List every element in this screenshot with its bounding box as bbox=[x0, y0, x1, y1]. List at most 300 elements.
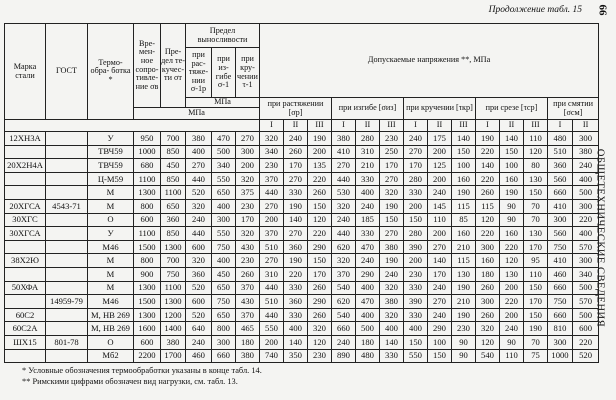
value-cell: 270 bbox=[284, 172, 308, 186]
value-cell: 350 bbox=[284, 349, 308, 363]
value-cell: 220 bbox=[476, 172, 500, 186]
value-cell: 290 bbox=[308, 240, 332, 254]
value-cell: 260 bbox=[476, 281, 500, 295]
value-cell: 440 bbox=[260, 186, 284, 200]
value-cell: 120 bbox=[308, 213, 332, 227]
value-cell: 370 bbox=[332, 267, 356, 281]
value-cell: 320 bbox=[476, 322, 500, 336]
value-cell: 300 bbox=[476, 240, 500, 254]
value-cell: 810 bbox=[548, 322, 573, 336]
value-cell: 120 bbox=[308, 335, 332, 349]
value-cell: 170 bbox=[524, 240, 548, 254]
value-cell: 450 bbox=[161, 159, 186, 173]
value-cell: 1400 bbox=[161, 322, 186, 336]
value-cell: 200 bbox=[428, 227, 452, 241]
value-cell: 2200 bbox=[134, 349, 161, 363]
value-cell: 300 bbox=[573, 199, 599, 213]
value-cell: 520 bbox=[573, 349, 599, 363]
value-cell: 150 bbox=[380, 213, 404, 227]
value-cell: 260 bbox=[308, 308, 332, 322]
value-cell: 310 bbox=[260, 267, 284, 281]
value-cell: 465 bbox=[236, 322, 260, 336]
value-cell: 140 bbox=[500, 132, 524, 146]
gost-cell bbox=[46, 254, 88, 268]
value-cell: 550 bbox=[404, 349, 428, 363]
value-cell: 160 bbox=[452, 227, 476, 241]
value-cell: 500 bbox=[212, 145, 236, 159]
value-cell: 200 bbox=[428, 145, 452, 159]
value-cell: 260 bbox=[476, 308, 500, 322]
value-cell: 120 bbox=[476, 335, 500, 349]
treatment-cell: М bbox=[88, 267, 134, 281]
grade-cell: 30ХГСА bbox=[5, 227, 46, 241]
value-cell: 360 bbox=[186, 267, 212, 281]
load-type: III bbox=[380, 120, 404, 132]
gost-cell bbox=[46, 159, 88, 173]
table-row bbox=[5, 240, 599, 254]
value-cell: 270 bbox=[284, 227, 308, 241]
load-type: I bbox=[404, 120, 428, 132]
value-cell: 320 bbox=[380, 308, 404, 322]
value-cell: 400 bbox=[573, 227, 599, 241]
header-end-torsion: при кру- чении τ-1 bbox=[236, 48, 260, 98]
value-cell: 90 bbox=[500, 199, 524, 213]
value-cell: 320 bbox=[186, 199, 212, 213]
value-cell: 200 bbox=[260, 213, 284, 227]
value-cell: 320 bbox=[380, 281, 404, 295]
value-cell: 660 bbox=[212, 349, 236, 363]
value-cell: 140 bbox=[380, 335, 404, 349]
steel-properties-table bbox=[4, 23, 599, 363]
value-cell: 240 bbox=[356, 199, 380, 213]
table-row bbox=[5, 322, 599, 336]
value-cell: 150 bbox=[404, 213, 428, 227]
value-cell: 950 bbox=[134, 132, 161, 146]
value-cell: 1100 bbox=[134, 172, 161, 186]
footnote: ** Римскими цифрами обозначен вид нагрузки, см. табл. 13. bbox=[22, 376, 238, 386]
header-torsion: при кручении [τкр] bbox=[404, 98, 476, 120]
value-cell: 280 bbox=[404, 227, 428, 241]
value-cell: 700 bbox=[161, 254, 186, 268]
value-cell: 190 bbox=[452, 186, 476, 200]
value-cell: 600 bbox=[573, 322, 599, 336]
load-type: I bbox=[476, 120, 500, 132]
value-cell: 150 bbox=[452, 145, 476, 159]
value-cell: 520 bbox=[186, 308, 212, 322]
value-cell: 320 bbox=[186, 254, 212, 268]
value-cell: 230 bbox=[236, 254, 260, 268]
value-cell: 380 bbox=[380, 240, 404, 254]
value-cell: 1000 bbox=[548, 349, 573, 363]
value-cell: 200 bbox=[404, 254, 428, 268]
value-cell: 140 bbox=[476, 159, 500, 173]
table-row bbox=[5, 172, 599, 186]
value-cell: 500 bbox=[356, 322, 380, 336]
value-cell: 460 bbox=[186, 349, 212, 363]
value-cell: 470 bbox=[212, 132, 236, 146]
value-cell: 375 bbox=[236, 186, 260, 200]
value-cell: 500 bbox=[573, 308, 599, 322]
value-cell: 400 bbox=[356, 281, 380, 295]
value-cell: 440 bbox=[260, 308, 284, 322]
value-cell: 520 bbox=[186, 186, 212, 200]
value-cell: 120 bbox=[500, 254, 524, 268]
value-cell: 230 bbox=[404, 267, 428, 281]
grade-cell: 38Х2Ю bbox=[5, 254, 46, 268]
value-cell: 220 bbox=[308, 227, 332, 241]
value-cell: 360 bbox=[161, 213, 186, 227]
value-cell: 300 bbox=[573, 254, 599, 268]
gost-cell: 801-78 bbox=[46, 335, 88, 349]
value-cell: 145 bbox=[428, 199, 452, 213]
value-cell: 70 bbox=[524, 213, 548, 227]
value-cell: 270 bbox=[380, 172, 404, 186]
value-cell: 370 bbox=[260, 172, 284, 186]
value-cell: 300 bbox=[548, 213, 573, 227]
value-cell: 230 bbox=[380, 132, 404, 146]
table-row bbox=[5, 199, 599, 213]
value-cell: 185 bbox=[356, 213, 380, 227]
value-cell: 190 bbox=[380, 199, 404, 213]
value-cell: 570 bbox=[573, 240, 599, 254]
value-cell: 290 bbox=[428, 322, 452, 336]
value-cell: 510 bbox=[260, 295, 284, 309]
value-cell: 240 bbox=[404, 132, 428, 146]
value-cell: 230 bbox=[308, 349, 332, 363]
load-type: II bbox=[500, 120, 524, 132]
value-cell: 160 bbox=[500, 172, 524, 186]
value-cell: 370 bbox=[236, 281, 260, 295]
value-cell: 440 bbox=[186, 172, 212, 186]
value-cell: 620 bbox=[332, 295, 356, 309]
header-crush: при смятии [σсм] bbox=[548, 98, 599, 120]
header-unit: МПа bbox=[186, 98, 260, 108]
value-cell: 170 bbox=[404, 159, 428, 173]
value-cell: 170 bbox=[284, 159, 308, 173]
header-end-tension: при рас- тяже- нии σ-1р bbox=[186, 48, 212, 98]
value-cell: 330 bbox=[356, 227, 380, 241]
table-row bbox=[5, 254, 599, 268]
treatment-cell: Ц-М59 bbox=[88, 172, 134, 186]
table-row bbox=[5, 145, 599, 159]
header-sigma-t: Пре- дел те- кучес- ти σт bbox=[161, 24, 186, 108]
value-cell: 270 bbox=[404, 145, 428, 159]
value-cell: 270 bbox=[260, 254, 284, 268]
value-cell: 100 bbox=[428, 335, 452, 349]
value-cell: 230 bbox=[260, 159, 284, 173]
value-cell: 70 bbox=[524, 335, 548, 349]
value-cell: 650 bbox=[212, 186, 236, 200]
value-cell: 510 bbox=[260, 240, 284, 254]
value-cell: 1500 bbox=[134, 295, 161, 309]
value-cell: 380 bbox=[186, 132, 212, 146]
value-cell: 290 bbox=[356, 267, 380, 281]
value-cell: 340 bbox=[573, 267, 599, 281]
load-type-spacer bbox=[5, 120, 260, 132]
value-cell: 500 bbox=[573, 281, 599, 295]
value-cell: 660 bbox=[548, 281, 573, 295]
value-cell: 390 bbox=[404, 295, 428, 309]
value-cell: 220 bbox=[476, 227, 500, 241]
value-cell: 180 bbox=[476, 267, 500, 281]
header-grade: Марка стали bbox=[5, 24, 46, 120]
value-cell: 400 bbox=[356, 186, 380, 200]
value-cell: 90 bbox=[452, 335, 476, 349]
value-cell: 300 bbox=[548, 335, 573, 349]
gost-cell bbox=[46, 172, 88, 186]
value-cell: 100 bbox=[452, 159, 476, 173]
value-cell: 430 bbox=[236, 240, 260, 254]
gost-cell bbox=[46, 349, 88, 363]
value-cell: 480 bbox=[356, 349, 380, 363]
value-cell: 200 bbox=[404, 199, 428, 213]
value-cell: 660 bbox=[548, 308, 573, 322]
value-cell: 1500 bbox=[134, 240, 161, 254]
value-cell: 300 bbox=[212, 335, 236, 349]
value-cell: 1700 bbox=[161, 349, 186, 363]
value-cell: 120 bbox=[476, 213, 500, 227]
table-row bbox=[5, 295, 599, 309]
load-type-row bbox=[5, 120, 599, 132]
header-allowable: Допускаемые напряжения **, МПа bbox=[260, 24, 599, 98]
value-cell: 240 bbox=[186, 335, 212, 349]
value-cell: 1200 bbox=[161, 308, 186, 322]
value-cell: 210 bbox=[452, 240, 476, 254]
value-cell: 110 bbox=[524, 132, 548, 146]
value-cell: 520 bbox=[186, 281, 212, 295]
value-cell: 130 bbox=[500, 267, 524, 281]
value-cell: 680 bbox=[134, 159, 161, 173]
value-cell: 360 bbox=[548, 159, 573, 173]
value-cell: 240 bbox=[573, 159, 599, 173]
value-cell: 320 bbox=[380, 186, 404, 200]
value-cell: 600 bbox=[186, 240, 212, 254]
value-cell: 640 bbox=[186, 322, 212, 336]
value-cell: 300 bbox=[236, 145, 260, 159]
value-cell: 330 bbox=[404, 308, 428, 322]
value-cell: 240 bbox=[428, 281, 452, 295]
value-cell: 320 bbox=[308, 322, 332, 336]
value-cell: 240 bbox=[428, 308, 452, 322]
grade-cell bbox=[5, 295, 46, 309]
gost-cell: 14959-79 bbox=[46, 295, 88, 309]
value-cell: 330 bbox=[404, 186, 428, 200]
load-type: III bbox=[452, 120, 476, 132]
value-cell: 120 bbox=[524, 145, 548, 159]
footnotes bbox=[22, 366, 262, 387]
value-cell: 650 bbox=[212, 281, 236, 295]
value-cell: 440 bbox=[186, 227, 212, 241]
value-cell: 800 bbox=[134, 254, 161, 268]
gost-cell bbox=[46, 227, 88, 241]
value-cell: 1100 bbox=[134, 227, 161, 241]
value-cell: 240 bbox=[284, 132, 308, 146]
value-cell: 1100 bbox=[161, 281, 186, 295]
value-cell: 440 bbox=[332, 227, 356, 241]
value-cell: 150 bbox=[524, 281, 548, 295]
value-cell: 200 bbox=[500, 308, 524, 322]
table-row bbox=[5, 213, 599, 227]
value-cell: 330 bbox=[380, 349, 404, 363]
value-cell: 400 bbox=[212, 199, 236, 213]
value-cell: 380 bbox=[161, 335, 186, 349]
value-cell: 260 bbox=[284, 145, 308, 159]
value-cell: 260 bbox=[236, 267, 260, 281]
value-cell: 220 bbox=[500, 240, 524, 254]
table-row bbox=[5, 349, 599, 363]
value-cell: 190 bbox=[524, 322, 548, 336]
value-cell: 170 bbox=[428, 267, 452, 281]
value-cell: 150 bbox=[308, 254, 332, 268]
treatment-cell: М46 bbox=[88, 240, 134, 254]
value-cell: 230 bbox=[236, 199, 260, 213]
value-cell: 130 bbox=[452, 267, 476, 281]
table-row bbox=[5, 308, 599, 322]
treatment-cell: М bbox=[88, 281, 134, 295]
value-cell: 160 bbox=[476, 254, 500, 268]
value-cell: 300 bbox=[573, 132, 599, 146]
value-cell: 360 bbox=[284, 240, 308, 254]
gost-cell bbox=[46, 132, 88, 146]
value-cell: 330 bbox=[284, 186, 308, 200]
gost-cell bbox=[46, 267, 88, 281]
value-cell: 1100 bbox=[161, 186, 186, 200]
value-cell: 90 bbox=[500, 213, 524, 227]
value-cell: 800 bbox=[212, 322, 236, 336]
value-cell: 700 bbox=[161, 132, 186, 146]
side-title-text: ОБЩЕТЕХНИЧЕСКИЕ СВЕДЕНИЯ bbox=[594, 148, 606, 328]
treatment-cell: М bbox=[88, 254, 134, 268]
header-tension: при растяжении [σр] bbox=[260, 98, 332, 120]
table-row bbox=[5, 267, 599, 281]
load-type: I bbox=[332, 120, 356, 132]
value-cell: 900 bbox=[134, 267, 161, 281]
value-cell: 240 bbox=[332, 213, 356, 227]
value-cell: 100 bbox=[500, 159, 524, 173]
value-cell: 560 bbox=[548, 172, 573, 186]
load-type: II bbox=[428, 120, 452, 132]
grade-cell bbox=[5, 267, 46, 281]
running-head: Продолжение табл. 15 bbox=[488, 5, 582, 15]
header-end-bend: при из- гибе σ-1 bbox=[212, 48, 236, 98]
value-cell: 220 bbox=[308, 172, 332, 186]
value-cell: 190 bbox=[452, 308, 476, 322]
value-cell: 190 bbox=[284, 199, 308, 213]
value-cell: 410 bbox=[548, 254, 573, 268]
value-cell: 1300 bbox=[134, 308, 161, 322]
value-cell: 750 bbox=[161, 267, 186, 281]
value-cell: 190 bbox=[476, 132, 500, 146]
grade-cell bbox=[5, 145, 46, 159]
value-cell: 570 bbox=[573, 295, 599, 309]
value-cell: 530 bbox=[332, 186, 356, 200]
value-cell: 200 bbox=[236, 159, 260, 173]
header-shear: при срезе [τср] bbox=[476, 98, 548, 120]
value-cell: 260 bbox=[308, 186, 332, 200]
load-type: III bbox=[524, 120, 548, 132]
value-cell: 240 bbox=[186, 213, 212, 227]
value-cell: 600 bbox=[186, 295, 212, 309]
grade-cell: 50ХФА bbox=[5, 281, 46, 295]
value-cell: 600 bbox=[134, 335, 161, 349]
value-cell: 330 bbox=[356, 172, 380, 186]
table-row bbox=[5, 335, 599, 349]
value-cell: 1300 bbox=[161, 295, 186, 309]
value-cell: 440 bbox=[260, 281, 284, 295]
value-cell: 170 bbox=[524, 295, 548, 309]
value-cell: 550 bbox=[212, 172, 236, 186]
value-cell: 850 bbox=[161, 145, 186, 159]
value-cell: 340 bbox=[260, 145, 284, 159]
value-cell: 850 bbox=[161, 172, 186, 186]
gost-cell bbox=[46, 322, 88, 336]
value-cell: 750 bbox=[212, 240, 236, 254]
gost-cell: 4543-71 bbox=[46, 199, 88, 213]
value-cell: 750 bbox=[548, 295, 573, 309]
load-type: I bbox=[260, 120, 284, 132]
value-cell: 220 bbox=[573, 213, 599, 227]
grade-cell: 20Х2Н4А bbox=[5, 159, 46, 173]
value-cell: 330 bbox=[404, 281, 428, 295]
value-cell: 125 bbox=[428, 159, 452, 173]
load-type: II bbox=[284, 120, 308, 132]
value-cell: 270 bbox=[260, 199, 284, 213]
value-cell: 160 bbox=[500, 227, 524, 241]
value-cell: 210 bbox=[452, 295, 476, 309]
value-cell: 115 bbox=[452, 199, 476, 213]
value-cell: 320 bbox=[236, 227, 260, 241]
value-cell: 115 bbox=[476, 199, 500, 213]
value-cell: 410 bbox=[548, 199, 573, 213]
value-cell: 340 bbox=[212, 159, 236, 173]
value-cell: 270 bbox=[428, 295, 452, 309]
value-cell: 1000 bbox=[134, 145, 161, 159]
value-cell: 800 bbox=[134, 199, 161, 213]
value-cell: 600 bbox=[134, 213, 161, 227]
value-cell: 110 bbox=[524, 267, 548, 281]
value-cell: 190 bbox=[452, 281, 476, 295]
value-cell: 550 bbox=[212, 227, 236, 241]
value-cell: 95 bbox=[524, 254, 548, 268]
value-cell: 190 bbox=[500, 186, 524, 200]
value-cell: 75 bbox=[524, 349, 548, 363]
gost-cell bbox=[46, 240, 88, 254]
grade-cell bbox=[5, 172, 46, 186]
value-cell: 330 bbox=[284, 281, 308, 295]
value-cell: 190 bbox=[284, 254, 308, 268]
value-cell: 890 bbox=[332, 349, 356, 363]
treatment-cell: М46 bbox=[88, 295, 134, 309]
value-cell: 220 bbox=[476, 145, 500, 159]
table-row bbox=[5, 186, 599, 200]
value-cell: 650 bbox=[161, 199, 186, 213]
treatment-cell: М bbox=[88, 199, 134, 213]
value-cell: 660 bbox=[332, 322, 356, 336]
grade-cell bbox=[5, 186, 46, 200]
value-cell: 400 bbox=[212, 254, 236, 268]
value-cell: 280 bbox=[404, 172, 428, 186]
value-cell: 850 bbox=[161, 227, 186, 241]
value-cell: 320 bbox=[332, 254, 356, 268]
value-cell: 115 bbox=[452, 254, 476, 268]
value-cell: 130 bbox=[524, 172, 548, 186]
load-type: II bbox=[573, 120, 599, 132]
grade-cell: 12ХН3А bbox=[5, 132, 46, 146]
value-cell: 380 bbox=[380, 295, 404, 309]
value-cell: 140 bbox=[284, 335, 308, 349]
treatment-cell: У bbox=[88, 132, 134, 146]
value-cell: 330 bbox=[284, 308, 308, 322]
